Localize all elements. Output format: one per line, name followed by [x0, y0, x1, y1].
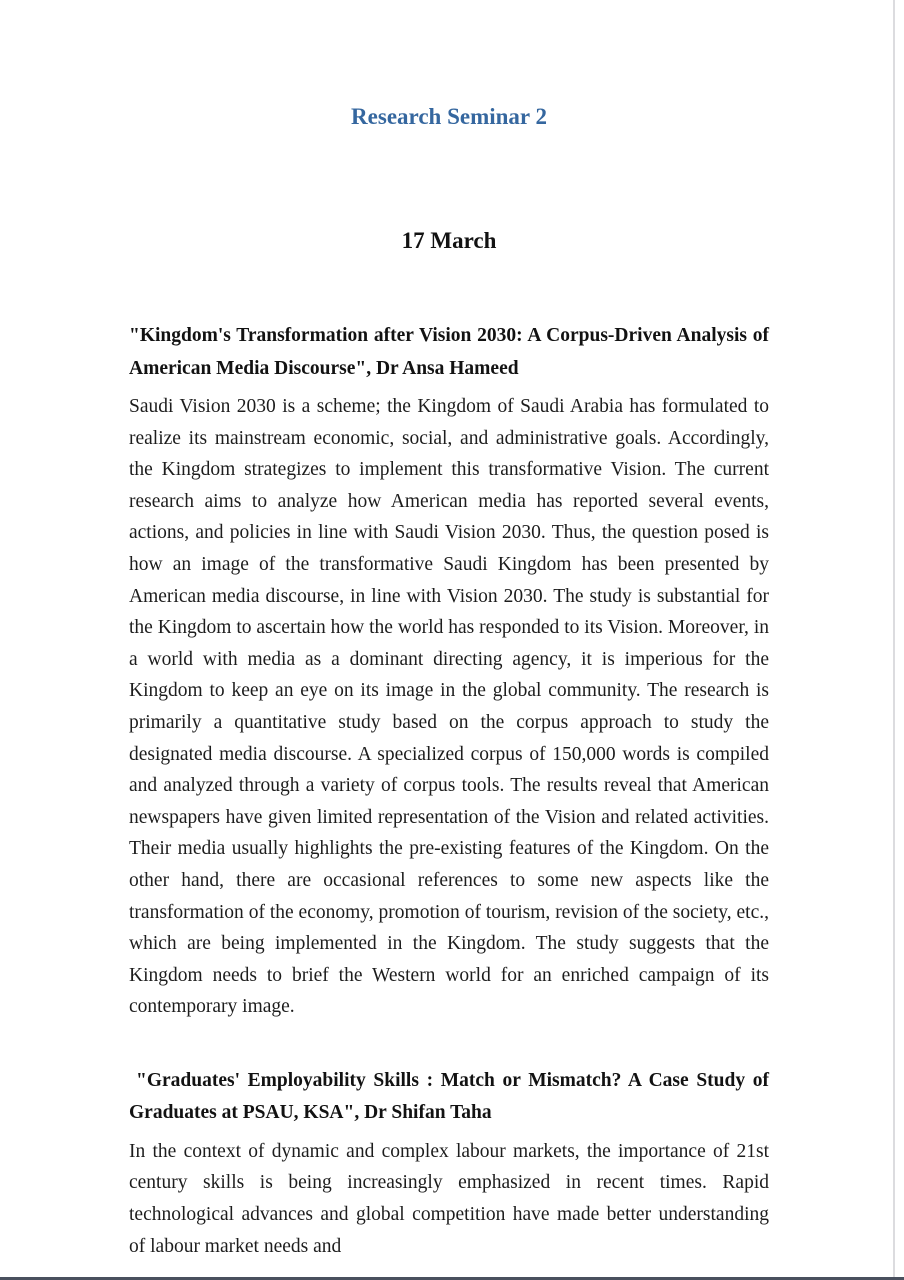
document-content [129, 0, 769, 1262]
seminar-section [129, 320, 769, 1023]
seminar-2-abstract: In the context of dynamic and complex labour markets, the importance of 21st century skills is being increasingly emphasized in recent times. Rapid technological advances and global competition have made better understanding of labour market needs and [129, 1140, 769, 1257]
document-title: Research Seminar 2 [351, 104, 547, 129]
seminar-2-heading: "Graduates' Employability Skills : Match or Mismatch? A Case Study of Graduates at PSAU, KSA", Dr Shifan Taha [129, 1069, 769, 1124]
seminar-1-abstract: Saudi Vision 2030 is a scheme; the Kingdom of Saudi Arabia has formulated to realize its mainstream economic, social, and administrative goals. Accordingly, the Kingdom strategizes to implement this transformative Vision. The current research aims to analyze how American media has reported several events, actions, and policies in line with Saudi Vision 2030. Thus, the question posed is how an image of the transformative Saudi Kingdom has been presented by American media discourse, in line with Vision 2030. The study is substantial for the Kingdom to ascertain how the world has responded to its Vision. Moreover, in a world with media as a dominant directing agency, it is imperious for the Kingdom to keep an eye on its image in the global community. The research is primarily a quantitative study based on the corpus approach to study the designated media discourse. A specialized corpus of 150,000 words is compiled and analyzed through a variety of corpus tools. The results reveal that American newspapers have given limited representation of the Vision and related activities. Their media usually highlights the pre-existing features of the Kingdom. On the other hand, there are occasional references to some new aspects like the transformation of the economy, promotion of tourism, revision of the society, etc., which are being implemented in the Kingdom. The study suggests that the Kingdom needs to brief the Western world for an enriched campaign of its contemporary image. [129, 396, 769, 1018]
page-right-edge-line [893, 0, 895, 1280]
seminar-date: 17 March [401, 228, 497, 253]
seminar-1-heading: "Kingdom's Transformation after Vision 2030: A Corpus-Driven Analysis of American Media Discourse", Dr Ansa Hameed [129, 325, 769, 379]
seminar-section [129, 1065, 769, 1262]
